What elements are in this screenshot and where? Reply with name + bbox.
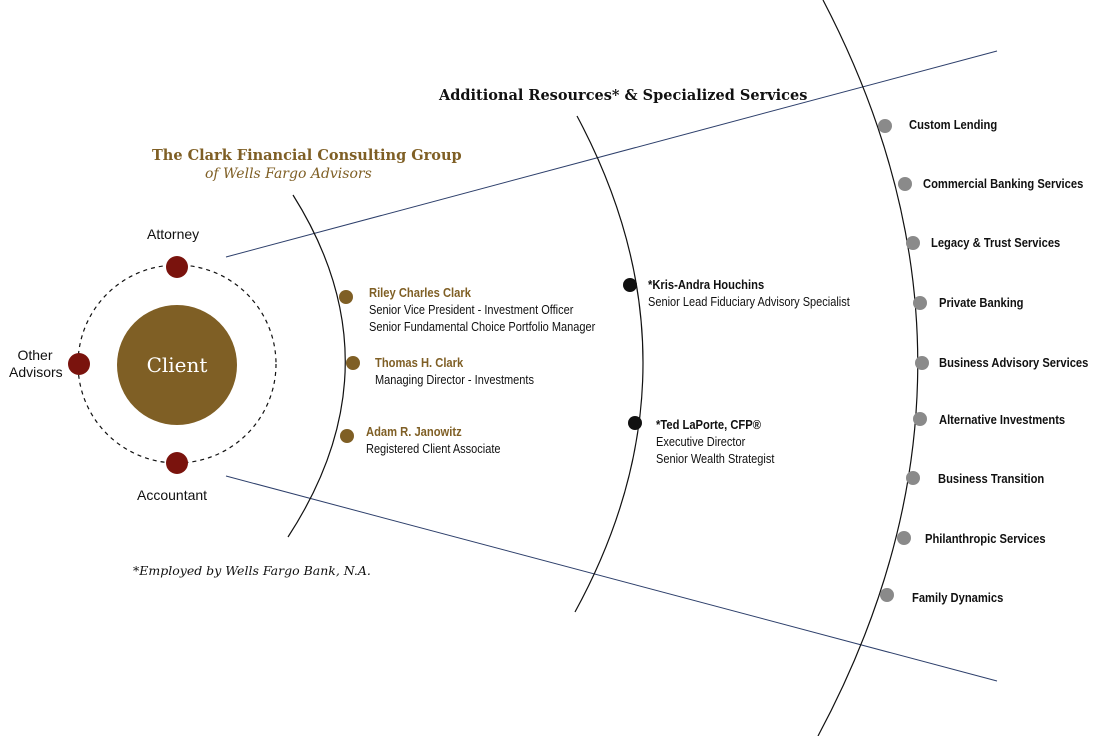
resource-ted bbox=[656, 417, 791, 468]
group-subtitle: of Wells Fargo Advisors bbox=[205, 166, 372, 182]
footnote: *Employed by Wells Fargo Bank, N.A. bbox=[133, 563, 371, 578]
other-advisors-line1: Other bbox=[17, 347, 53, 363]
member-dot-adam bbox=[340, 429, 354, 443]
client-label: Client bbox=[146, 353, 208, 377]
service-custom-lending: Custom Lending bbox=[909, 117, 998, 132]
service-dot bbox=[878, 119, 892, 133]
services-arc bbox=[818, 0, 918, 736]
service-dot bbox=[898, 177, 912, 191]
member-thomas bbox=[375, 355, 556, 389]
member-adam bbox=[366, 424, 519, 458]
service-alternative-investments: Alternative Investments bbox=[939, 412, 1066, 427]
resource-name: *Kris-Andra Houchins bbox=[648, 277, 765, 292]
service-dot bbox=[880, 588, 894, 602]
resources-arc bbox=[575, 116, 643, 612]
service-commercial-banking: Commercial Banking Services bbox=[923, 176, 1084, 191]
member-name: Riley Charles Clark bbox=[369, 285, 471, 300]
service-dot bbox=[906, 471, 920, 485]
service-legacy-trust: Legacy & Trust Services bbox=[931, 235, 1061, 250]
service-dot bbox=[915, 356, 929, 370]
resource-role: Executive Director bbox=[656, 435, 746, 449]
service-private-banking: Private Banking bbox=[939, 295, 1024, 310]
member-role: Senior Vice President - Investment Officer bbox=[369, 303, 574, 317]
other-advisors-label bbox=[9, 347, 61, 381]
member-riley bbox=[369, 285, 626, 336]
member-role: Registered Client Associate bbox=[366, 442, 501, 456]
member-role: Senior Fundamental Choice Portfolio Manager bbox=[369, 320, 596, 334]
resource-name: *Ted LaPorte, CFP® bbox=[656, 417, 761, 432]
service-dot bbox=[913, 412, 927, 426]
resources-title: Additional Resources* & Specialized Services bbox=[439, 87, 808, 104]
member-dot-thomas bbox=[346, 356, 360, 370]
funnel-lower-line bbox=[226, 476, 997, 681]
service-business-advisory: Business Advisory Services bbox=[939, 355, 1089, 370]
member-role: Managing Director - Investments bbox=[375, 373, 534, 387]
group-arc bbox=[288, 195, 345, 537]
other-advisors-line2: Advisors bbox=[9, 364, 63, 380]
service-dot bbox=[897, 531, 911, 545]
attorney-label: Attorney bbox=[147, 226, 200, 242]
service-dot bbox=[906, 236, 920, 250]
service-dot bbox=[913, 296, 927, 310]
group-title: The Clark Financial Consulting Group bbox=[152, 147, 462, 164]
resource-dot-ted bbox=[628, 416, 642, 430]
other-advisors-dot bbox=[68, 353, 90, 375]
service-family-dynamics: Family Dynamics bbox=[912, 590, 1004, 605]
member-dot-riley bbox=[339, 290, 353, 304]
resource-kris bbox=[648, 277, 877, 311]
client-circle bbox=[117, 305, 237, 425]
member-name: Thomas H. Clark bbox=[375, 355, 464, 370]
accountant-dot bbox=[166, 452, 188, 474]
service-business-transition: Business Transition bbox=[938, 471, 1045, 486]
accountant-label: Accountant bbox=[137, 487, 208, 503]
service-philanthropic: Philanthropic Services bbox=[925, 531, 1046, 546]
member-name: Adam R. Janowitz bbox=[366, 424, 462, 439]
attorney-dot bbox=[166, 256, 188, 278]
resource-role: Senior Wealth Strategist bbox=[656, 452, 775, 466]
resource-role: Senior Lead Fiduciary Advisory Specialist bbox=[648, 295, 850, 309]
